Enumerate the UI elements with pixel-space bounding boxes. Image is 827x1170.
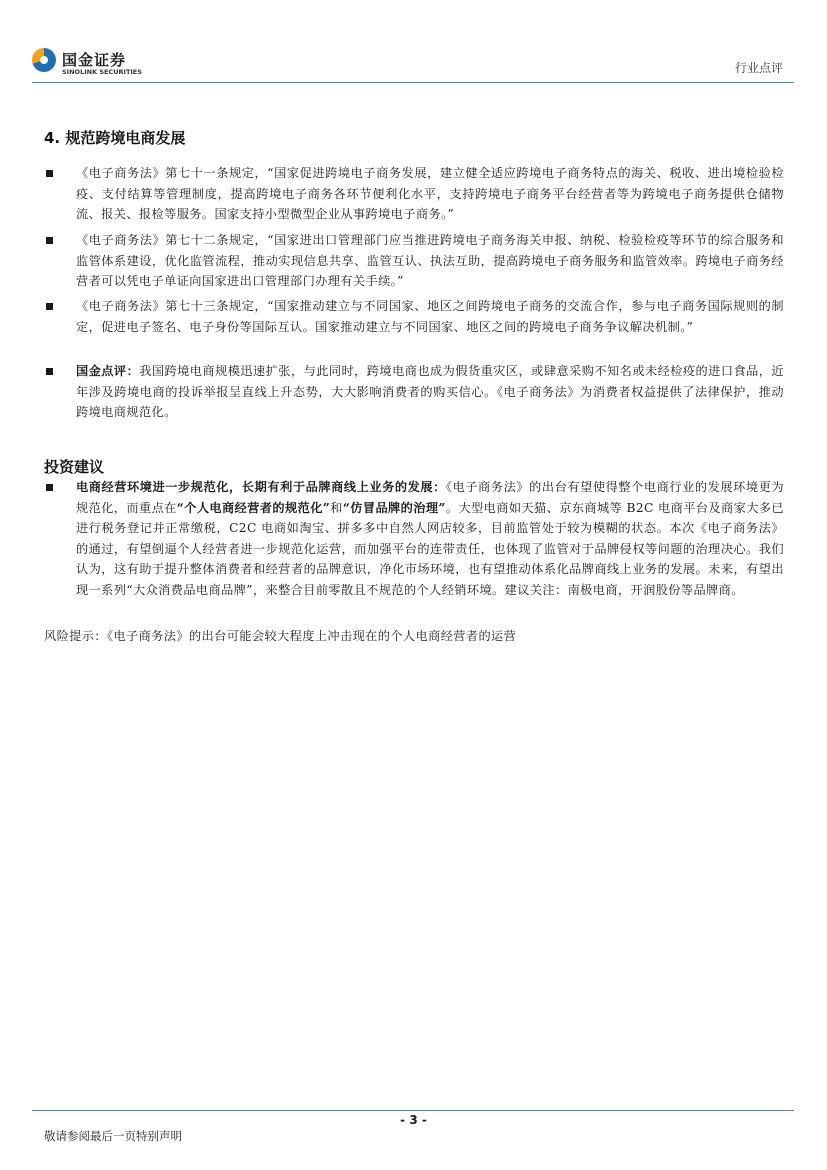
logo-icon bbox=[32, 48, 56, 72]
investment-lead: 电商经营环境进一步规范化，长期有利于品牌商线上业务的发展： bbox=[76, 480, 446, 494]
bullet-text: 《电子商务法》第七十三条规定，“国家推动建立与不同国家、地区之间跨境电子商务的交流合作，参与电子商务国际规则的制定，促进电子签名、电子身份等国际互认。国家推动建立与不同国家、地区之间的跨境电子商务争议解决机制。” bbox=[76, 299, 784, 334]
investment-emphasis-1: “个人电商经营者的规范化” bbox=[176, 500, 331, 515]
investment-body-c: 。大型电商如天猫、京东商城等 B2C 电商平台及商家大多已进行税务登记并正常缴税，C2C 电商如淘宝、拼多多中自然人网店较多，目前监管处于较为模糊的状态。本次《电子商务法》的通过，有望倒逼个人经营者进一步规范化运营，而加强平台的连带责任，也体现了监管对于品牌侵权等问题的治理决心。我们认为，这有助于提升整体消费者和经营者的品牌意识，净化市场环境，也有望推动体系化品牌商线上业务的发展。未来，有望出现一系列“大众消费品电商品牌”，来整合目前零散且不规范的个人经销环境。建议关注：南极电商，开润股份等品牌商。 bbox=[76, 500, 784, 597]
logo-cn-text: 国金证券 bbox=[62, 51, 127, 69]
comment-lead: 国金点评： bbox=[76, 364, 140, 378]
page-number: - 3 - bbox=[400, 1113, 427, 1127]
risk-warning: 风险提示：《电子商务法》的出台可能会较大程度上冲击现在的个人电商经营者的运营 bbox=[44, 629, 517, 643]
bullet-text: 《电子商务法》第七十二条规定，“国家进出口管理部门应当推进跨境电子商务海关申报、纳税、检验检疫等环节的综合服务和监管体系建设，优化监管流程，推动实现信息共享、监管互认、执法互助，提高跨境电子商务服务和监管效率。跨境电子商务经营者可以凭电子单证向国家进出口管理部门办理有关手续。” bbox=[76, 233, 784, 288]
bullet-marker bbox=[46, 303, 53, 310]
comment-body: 我国跨境电商规模迅速扩张，与此同时，跨境电商也成为假货重灾区，或肆意采购不知名或未经检疫的进口食品，近年涉及跨境电商的投诉举报呈直线上升态势，大大影响消费者的购买信心。《电子商务法》为消费者权益提供了法律保护，推动跨境电商规范化。 bbox=[76, 364, 784, 419]
page-header bbox=[0, 0, 827, 84]
disclaimer-note: 敬请参阅最后一页特别声明 bbox=[44, 1129, 182, 1143]
bullet-marker bbox=[46, 170, 53, 177]
bullet-marker bbox=[46, 484, 53, 491]
company-logo bbox=[32, 46, 162, 80]
bullet-text: 《电子商务法》第七十一条规定，“国家促进跨境电子商务发展，建立健全适应跨境电子商务特点的海关、税收、进出境检验检疫、支付结算等管理制度，提高跨境电子商务各环节便利化水平，支持跨境电子商务平台经营者等为跨境电子商务提供仓储物流、报关、报检等服务。国家支持小型微型企业从事跨境电子商务。” bbox=[76, 166, 784, 221]
footer-divider bbox=[32, 1110, 794, 1111]
investment-body-b: 和 bbox=[330, 500, 343, 515]
section-4-title: 4. 规范跨境电商发展 bbox=[44, 129, 186, 147]
investment-emphasis-2: “仿冒品牌的治理” bbox=[342, 500, 446, 515]
investment-body-a: 《电子商务法》的出台有望使得整个电商行业的发展环境更为规范化，而重点在 bbox=[76, 480, 784, 515]
report-type-label: 行业点评 bbox=[734, 61, 783, 75]
bullet-marker bbox=[46, 237, 53, 244]
bullet-marker bbox=[46, 368, 53, 375]
header-divider bbox=[32, 82, 794, 83]
investment-text bbox=[76, 477, 784, 600]
comment-text bbox=[76, 361, 784, 423]
investment-title: 投资建议 bbox=[44, 458, 105, 476]
logo-en-text: SINOLINK SECURITIES bbox=[62, 68, 142, 76]
